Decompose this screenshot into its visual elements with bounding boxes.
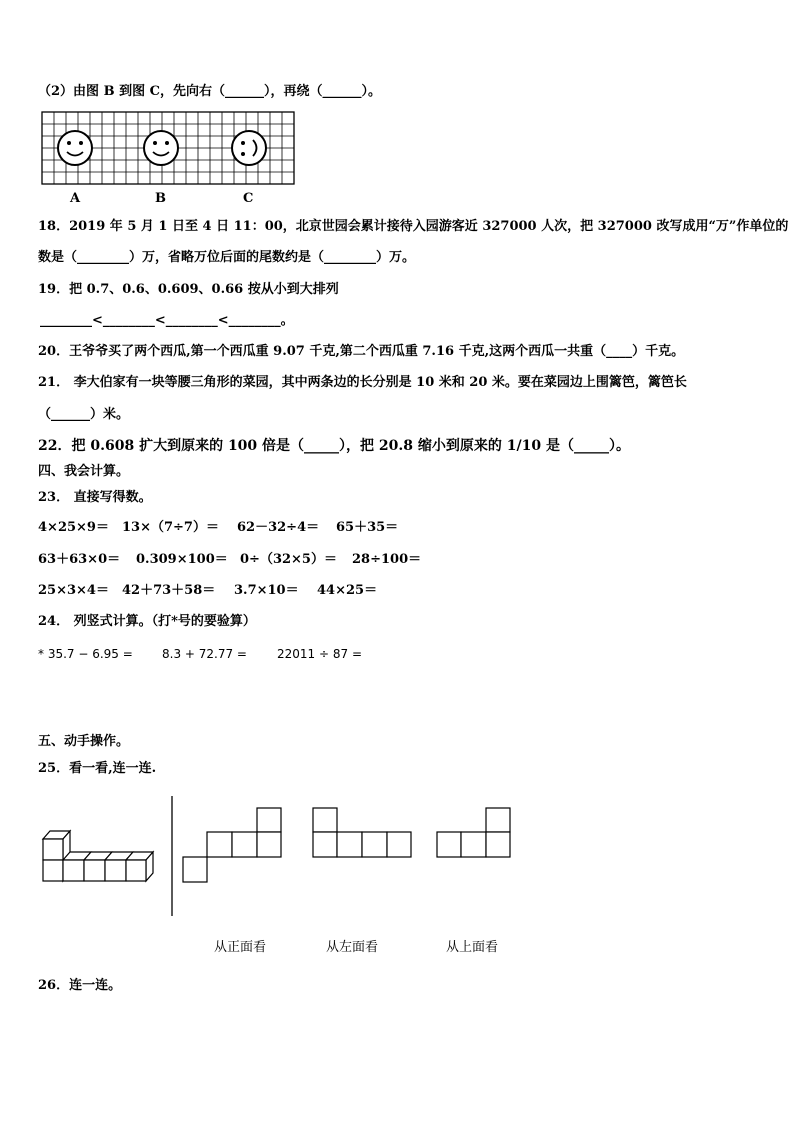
q22-text: 22．把 0.608 扩大到原来的 100 倍是（_____），把 20.8 缩小到原来的 1/10 是（_____）。 (38, 438, 630, 454)
q18-line2: 数是（________）万，省略万位后面的尾数约是（________）万。 (38, 250, 416, 265)
q23-row1-item3: 62－32÷4＝ (237, 520, 320, 535)
q25-title: 25．看一看,连一连. (38, 761, 157, 776)
q23-row3-item2: 42＋73＋58＝ (122, 583, 216, 598)
q23-title: 23． 直接写得数。 (38, 490, 152, 505)
q23-row2-item1: 63＋63×0＝ (38, 552, 121, 567)
q23-row1-item4: 65＋35＝ (336, 520, 399, 535)
q23-row3-item4: 44×25＝ (317, 583, 378, 598)
q21-line1: 21． 李大伯家有一块等腰三角形的菜园，其中两条边的长分别是 10 米和 20 米。要在菜园边上围篱笆，篱笆长 (38, 375, 687, 390)
view-figure-2 (312, 806, 416, 862)
q23-row1-item1: 4×25×9＝ (38, 520, 109, 535)
q24-item3: 22011 ÷ 87 = (277, 647, 362, 661)
q23-row2-item2: 0.309×100＝ (136, 552, 228, 567)
view-label-left: 从左面看 (326, 940, 379, 955)
q20-text: 20．王爷爷买了两个西瓜,第一个西瓜重 9.07 千克,第二个西瓜重 7.16 千克,这两个西瓜一共重（____）千克。 (38, 344, 685, 359)
q23-row3-item1: 25×3×4＝ (38, 583, 109, 598)
q23-row2-item3: 0÷（32×5）＝ (240, 552, 337, 567)
q24-item2: 8.3 + 72.77 = (162, 647, 247, 661)
smiley-face-c-icon (232, 131, 266, 165)
q24-item1: * 35.7 − 6.95 = (38, 647, 133, 661)
q21-line2: （______）米。 (38, 407, 130, 422)
q23-row2-item4: 28÷100＝ (352, 552, 422, 567)
vertical-divider (170, 796, 174, 918)
q24-title: 24． 列竖式计算。（打*号的要验算） (38, 614, 256, 629)
q23-row1-item2: 13×（7÷7）＝ (122, 520, 219, 535)
section-5-heading: 五、动手操作。 (38, 734, 130, 749)
q18-line1: 18．2019 年 5 月 1 日至 4 日 11：00，北京世园会累计接待入园游客近 327000 人次，把 327000 改写成用“万”作单位的 (38, 219, 789, 234)
view-label-top: 从上面看 (446, 940, 499, 955)
smiley-face-a-icon (58, 131, 92, 165)
smiley-face-b-icon (144, 131, 178, 165)
q26-title: 26．连一连。 (38, 978, 122, 993)
section-4-heading: 四、我会计算。 (38, 464, 130, 479)
figure-label-b: B (155, 191, 166, 206)
q19-line2: ________<________<________<________。 (40, 313, 294, 328)
q17-part2-text: （2）由图 B 到图 C，先向右（______），再绕（______）。 (38, 84, 381, 99)
figure-label-c: C (243, 191, 254, 206)
view-figure-1 (182, 806, 286, 886)
smiley-grid-figure (42, 112, 302, 192)
q19-line1: 19．把 0.7、0.6、0.609、0.66 按从小到大排列 (38, 282, 339, 297)
cube-solid-figure (38, 822, 168, 892)
figure-label-a: A (70, 191, 81, 206)
view-figure-3 (436, 806, 516, 862)
q23-row3-item3: 3.7×10＝ (234, 583, 299, 598)
view-label-front: 从正面看 (214, 940, 267, 955)
